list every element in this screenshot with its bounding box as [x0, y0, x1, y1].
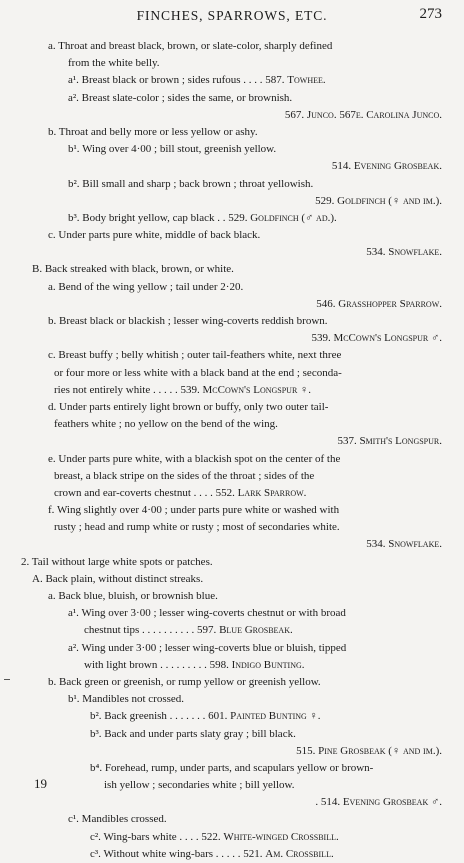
key-line: [0, 210, 464, 227]
species-name: Am. Crossbill.: [265, 847, 334, 860]
species-name: Painted Bunting ♀.: [230, 710, 321, 723]
key-line-text: ish yellow ; secondaries white ; bill yellow.: [104, 779, 295, 792]
species-name: Evening Grosbeak ♂.: [342, 796, 442, 809]
key-line: [0, 382, 464, 399]
key-line: [0, 72, 464, 89]
key-line-text: b¹. Wing over 4·00 ; bill stout, greenish yellow.: [68, 143, 277, 156]
page-header: [0, 8, 464, 28]
running-head: FINCHES, SPARROWS, ETC.: [136, 8, 328, 23]
key-line: [0, 451, 464, 468]
key-line-text: 514. Evening Grosbeak.: [331, 160, 442, 173]
key-line: [0, 571, 464, 588]
species-name: Evening Grosbeak.: [353, 160, 442, 173]
key-line: [0, 261, 464, 278]
species-name: Snowflake.: [388, 246, 442, 259]
key-line-text: a. Throat and breast black, brown, or slate-color, sharply defined: [48, 40, 333, 52]
key-line: [0, 605, 464, 622]
key-line-text: 534. Snowflake.: [366, 246, 442, 259]
key-line: [0, 794, 464, 811]
key-line-text: b. Throat and belly more or less yellow or ashy.: [48, 125, 258, 138]
key-line: [0, 365, 464, 382]
key-line-text: 537. Smith's Longspur.: [337, 435, 442, 448]
key-line: [0, 124, 464, 141]
key-line: [0, 657, 464, 674]
key-line-text: with light brown . . . . . . . . . 598. Indigo Bunting.: [84, 658, 305, 671]
key-line-text: B. Back streaked with black, brown, or white.: [32, 263, 234, 276]
key-line-text: 546. Grasshopper Sparrow.: [316, 297, 442, 310]
key-line-text: c³. Without white wing-bars . . . . . 521. Am. Crossbill.: [90, 847, 334, 860]
key-line: [0, 468, 464, 485]
species-name: Towhee.: [287, 74, 326, 87]
key-line-text: c¹. Mandibles crossed.: [68, 813, 167, 826]
key-line-text: b². Back greenish . . . . . . . 601. Painted Bunting ♀.: [90, 710, 321, 723]
key-line: [0, 244, 464, 261]
identification-key: [0, 38, 464, 863]
species-name: Grasshopper Sparrow.: [338, 297, 442, 310]
key-line: [0, 485, 464, 502]
key-line-text: feathers white ; no yellow on the bend of the wing.: [54, 418, 278, 431]
key-line: [0, 502, 464, 519]
key-line: [0, 330, 464, 347]
key-line: [0, 554, 464, 571]
margin-mark: [4, 679, 10, 680]
key-line: [0, 674, 464, 691]
key-line-text: a¹. Breast black or brown ; sides rufous . . . . 587. Towhee.: [68, 74, 326, 87]
species-name: Goldfinch (♀ and im.).: [337, 194, 442, 207]
key-line: [0, 760, 464, 777]
key-line-text: c. Breast buffy ; belly whitish ; outer tail-feathers white, next three: [48, 349, 342, 362]
key-line-text: c². Wing-bars white . . . . 522. White-winged Crossbill.: [90, 830, 339, 843]
key-line-text: rusty ; head and rump white or rusty ; most of secondaries white.: [54, 521, 340, 534]
key-line-text: chestnut tips . . . . . . . . . . 597. Blue Grosbeak.: [84, 624, 293, 637]
key-line-text: b³. Back and under parts slaty gray ; bill black.: [90, 727, 296, 740]
key-line-text: 534. Snowflake.: [366, 538, 442, 551]
key-line-text: 2. Tail without large white spots or patches.: [21, 555, 213, 568]
species-name: Snowflake.: [388, 538, 442, 551]
species-name: Pine Grosbeak (♀ and im.).: [318, 744, 442, 757]
key-line: [0, 416, 464, 433]
key-line-text: b. Breast black or blackish ; lesser wing-coverts reddish brown.: [48, 315, 328, 327]
key-line: [0, 743, 464, 760]
key-line: [0, 726, 464, 743]
key-line-text: 515. Pine Grosbeak (♀ and im.).: [296, 744, 442, 757]
species-name: Indigo Bunting.: [231, 658, 305, 671]
key-line: [0, 279, 464, 296]
key-line: [0, 193, 464, 210]
key-line-text: 567. Junco. 567e. Carolina Junco.: [284, 108, 442, 121]
key-line: [0, 90, 464, 107]
species-name: Junco. 567e. Carolina Junco.: [306, 108, 442, 121]
key-line-text: b¹. Mandibles not crossed.: [68, 693, 185, 706]
key-line-text: from the white belly.: [68, 57, 160, 70]
key-line-text: b³. Body bright yellow, cap black . . 529. Goldfinch (♂ ad.).: [68, 211, 337, 224]
key-line-text: breast, a black stripe on the sides of the throat ; sides of the: [54, 469, 315, 482]
key-line: [0, 708, 464, 725]
key-line: [0, 777, 464, 794]
key-line-text: b⁴. Forehead, rump, under parts, and scapulars yellow or brown-: [90, 761, 374, 774]
key-line: [0, 519, 464, 536]
key-line-text: b². Bill small and sharp ; back brown ; throat yellowish.: [68, 177, 314, 190]
key-line: [0, 588, 464, 605]
key-line-text: a². Wing under 3·00 ; lesser wing-coverts blue or bluish, tipped: [68, 641, 347, 654]
key-line-text: a¹. Wing over 3·00 ; lesser wing-coverts chestnut or with broad: [68, 607, 346, 620]
key-line: [0, 433, 464, 450]
species-name: McCown's Longspur ♀.: [202, 383, 312, 396]
key-line-text: . 514. Evening Grosbeak ♂.: [315, 796, 442, 809]
key-line-text: crown and ear-coverts chestnut . . . . 552. Lark Sparrow.: [54, 486, 307, 499]
key-line: [0, 829, 464, 846]
key-line: [0, 313, 464, 330]
key-line: [0, 691, 464, 708]
key-line-text: c. Under parts pure white, middle of back black.: [48, 229, 261, 242]
key-line: [0, 296, 464, 313]
key-line-text: or four more or less white with a black band at the end ; seconda-: [54, 366, 342, 379]
page-number: 273: [419, 6, 442, 22]
key-line: [0, 347, 464, 364]
key-line-text: e. Under parts pure white, with a blackish spot on the center of the: [48, 452, 341, 465]
key-line: [0, 158, 464, 175]
key-line-text: d. Under parts entirely light brown or buffy, only two outer tail-: [48, 400, 329, 413]
species-name: McCown's Longspur ♂.: [333, 332, 442, 345]
key-line: [0, 176, 464, 193]
key-line: [0, 846, 464, 863]
key-line: [0, 38, 464, 55]
key-line-text: b. Back green or greenish, or rump yellow or greenish yellow.: [48, 675, 321, 688]
species-name: Goldfinch (♂ ad.).: [250, 211, 337, 224]
key-line: [0, 107, 464, 124]
key-line: [0, 55, 464, 72]
key-line: [0, 536, 464, 553]
key-line: [0, 399, 464, 416]
key-line-text: a. Back blue, bluish, or brownish blue.: [48, 590, 218, 602]
key-line: [0, 640, 464, 657]
key-line: [0, 227, 464, 244]
signature-mark: 19: [34, 776, 47, 791]
species-name: White-winged Crossbill.: [223, 830, 339, 843]
species-name: Smith's Longspur.: [359, 435, 442, 448]
key-line-text: ries not entirely white . . . . . 539. McCown's Longspur ♀.: [54, 383, 312, 396]
key-line-text: 539. McCown's Longspur ♂.: [311, 332, 442, 345]
key-line-text: a². Breast slate-color ; sides the same, or brownish.: [68, 91, 293, 104]
species-name: Lark Sparrow.: [237, 486, 307, 499]
key-line: [0, 811, 464, 828]
key-line: [0, 141, 464, 158]
species-name: Blue Grosbeak.: [219, 624, 293, 637]
key-line: [0, 622, 464, 639]
key-line-text: a. Bend of the wing yellow ; tail under 2·20.: [48, 280, 244, 293]
key-line-text: f. Wing slightly over 4·00 ; under parts pure white or washed with: [48, 504, 340, 517]
key-line-text: 529. Goldfinch (♀ and im.).: [315, 194, 442, 207]
key-line-text: A. Back plain, without distinct streaks.: [32, 572, 204, 585]
